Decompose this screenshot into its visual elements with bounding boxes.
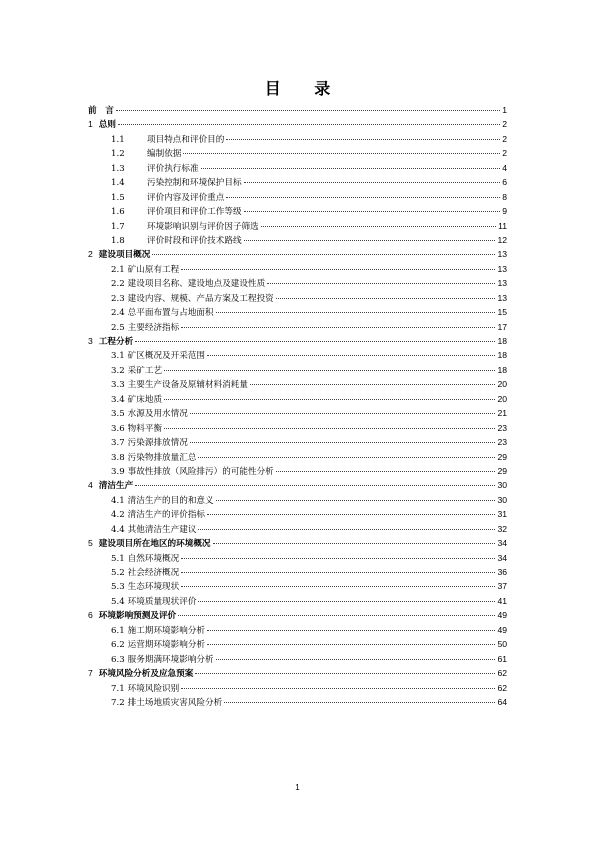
toc-entry-label: 运营期环境影响分析 — [127, 640, 206, 651]
toc-entry-page: 31 — [497, 509, 507, 520]
toc-entry-number: 5.2 — [111, 568, 125, 578]
toc-entry-number: 5 — [88, 538, 93, 549]
toc-entry-number: 7.1 — [111, 683, 125, 694]
toc-entry-label: 矿山原有工程 — [127, 264, 180, 275]
toc-entry-number: 1.7 — [111, 221, 125, 232]
toc-entry-number: 3.7 — [111, 438, 125, 449]
toc-entry-label: 建设项目概况 — [98, 250, 151, 261]
toc-entry-label: 环境影响识别与评价因子筛选 — [147, 221, 259, 232]
toc-entry-page: 11 — [498, 220, 507, 231]
toc-entry[interactable] — [88, 190, 507, 204]
toc-entry-label: 主要经济指标 — [127, 322, 180, 333]
toc-entry[interactable] — [88, 247, 507, 261]
toc-entry[interactable] — [88, 305, 507, 319]
toc-entry[interactable] — [88, 450, 507, 464]
toc-entry-label: 环境风险分析及应急预案 — [98, 669, 194, 680]
toc-entry[interactable] — [88, 695, 507, 709]
toc-entry[interactable] — [88, 204, 507, 218]
toc-entry-number: 1.5 — [111, 192, 125, 203]
toc-entry-page: 29 — [497, 451, 507, 462]
toc-entry[interactable] — [88, 493, 507, 507]
toc-entry-label: 评价项目和评价工作等级 — [147, 207, 242, 218]
toc-entry-number: 3.4 — [111, 394, 125, 405]
toc-entry-number: 3.2 — [111, 365, 125, 376]
toc-entry-label: 环境风险识别 — [127, 683, 180, 694]
dot-leader — [261, 226, 496, 227]
toc-entry-number: 6 — [88, 610, 93, 621]
toc-entry-label: 污染物排放量汇总 — [127, 452, 197, 463]
toc-entry-label: 编制依据 — [147, 149, 182, 160]
toc-entry[interactable] — [88, 522, 507, 536]
toc-entry-number: 1.1 — [111, 134, 125, 145]
toc-entry-label: 物料平衡 — [127, 423, 163, 434]
toc-entry[interactable] — [88, 161, 507, 175]
toc-entry-label: 社会经济概况 — [127, 568, 180, 578]
toc-entry-page: 18 — [497, 336, 507, 346]
toc-entry-number: 6.3 — [111, 654, 125, 665]
toc-entry-page: 32 — [497, 523, 507, 534]
toc-entry-label: 主要生产设备及原辅材料消耗量 — [127, 380, 248, 391]
dot-leader — [164, 428, 495, 429]
dot-leader — [198, 457, 495, 458]
toc-entry-number: 3.8 — [111, 452, 125, 463]
dot-leader — [250, 384, 495, 385]
toc-entry-number: 6.1 — [111, 625, 125, 636]
toc-entry-page: 13 — [497, 292, 507, 303]
toc-entry[interactable] — [88, 666, 507, 680]
toc-entry-number: 3.5 — [111, 409, 125, 420]
toc-entry-label: 服务期满环境影响分析 — [127, 654, 214, 665]
toc-entry-label: 建设项目名称、建设地点及建设性质 — [127, 279, 266, 290]
toc-entry-page: 8 — [502, 191, 507, 202]
toc-entry[interactable] — [88, 421, 507, 435]
dot-leader — [116, 110, 500, 111]
toc-entry[interactable] — [88, 320, 507, 334]
toc-entry-page: 13 — [497, 263, 507, 274]
toc-entry-page: 2 — [502, 148, 507, 159]
toc-entry-label: 评价执行标准 — [147, 163, 199, 174]
toc-entry[interactable] — [88, 334, 507, 348]
toc-entry-number: 1 — [88, 119, 93, 130]
toc-entry-number: 1.3 — [111, 163, 125, 174]
toc-entry-page: 62 — [497, 668, 507, 679]
toc-entry-number: 5.3 — [111, 582, 125, 593]
toc-entry-page: 20 — [497, 393, 507, 404]
toc-entry-number: 1.4 — [111, 178, 125, 189]
toc-entry-page: 9 — [502, 206, 507, 217]
dot-leader — [244, 182, 501, 183]
toc-entry-number: 2.2 — [111, 279, 125, 290]
dot-leader — [276, 298, 496, 299]
dot-leader — [207, 630, 495, 631]
toc-entry-number: 3.9 — [111, 466, 125, 477]
toc-entry-page: 20 — [497, 379, 507, 390]
page-number: 1 — [295, 783, 300, 792]
toc-entry-label: 工程分析 — [98, 337, 134, 347]
toc-entry-page: 23 — [497, 422, 507, 433]
dot-leader — [226, 139, 500, 140]
toc-entry-number: 4.4 — [111, 524, 125, 535]
dot-leader — [181, 688, 495, 689]
toc-entry-number: 2.4 — [111, 308, 125, 319]
toc-entry-label: 建设内容、规模、产品方案及工程投资 — [127, 293, 274, 304]
toc-entry-page: 13 — [497, 249, 507, 260]
dot-leader — [216, 312, 496, 313]
toc-entry-page: 49 — [497, 610, 507, 621]
toc-entry-page: 4 — [502, 162, 507, 173]
toc-entry-number: 2.3 — [111, 293, 125, 304]
toc-entry-label: 环境质量现状评价 — [127, 596, 197, 607]
toc-entry[interactable] — [88, 681, 507, 695]
dot-leader — [181, 586, 495, 587]
toc-entry[interactable] — [88, 536, 507, 550]
toc-entry-page: 61 — [497, 653, 507, 664]
page-title: 目 录 — [264, 79, 345, 98]
dot-leader — [135, 485, 495, 486]
dot-leader — [181, 327, 495, 328]
dot-leader — [207, 355, 495, 356]
dot-leader — [190, 413, 496, 414]
toc-entry-page: 12 — [497, 234, 507, 245]
toc-entry-page: 34 — [497, 552, 507, 563]
dot-leader — [226, 197, 500, 198]
dot-leader — [195, 673, 495, 674]
toc-entry[interactable] — [88, 608, 507, 622]
toc-entry[interactable] — [88, 507, 507, 521]
toc-entry-number: 4 — [88, 480, 93, 491]
toc-entry-label: 排土场地质灾害风险分析 — [127, 697, 223, 708]
toc-entry-label: 清洁生产的评价指标 — [127, 510, 206, 521]
toc-entry-page: 30 — [497, 480, 507, 491]
dot-leader — [164, 370, 495, 371]
toc-entry-page: 15 — [497, 307, 507, 318]
toc-entry-page: 1 — [502, 105, 507, 115]
toc-entry-number: 3.3 — [111, 380, 125, 391]
toc-entry-label: 污染源排放情况 — [127, 438, 188, 449]
toc-entry-page: 41 — [497, 595, 507, 606]
toc-entry-label: 建设项目所在地区的环境概况 — [98, 539, 211, 550]
dot-leader — [181, 572, 495, 573]
table-of-contents — [88, 103, 507, 709]
toc-entry-page: 29 — [497, 465, 507, 476]
toc-entry-number: 1.6 — [111, 207, 125, 218]
toc-entry-number: 2 — [88, 249, 93, 260]
toc-entry-number: 3.6 — [111, 423, 125, 434]
toc-entry-number: 1.2 — [111, 149, 125, 160]
dot-leader — [216, 500, 496, 501]
toc-entry-number: 1.8 — [111, 235, 125, 246]
dot-leader — [224, 702, 495, 703]
dot-leader — [207, 514, 495, 515]
toc-entry[interactable] — [88, 146, 507, 160]
dot-leader — [207, 644, 495, 645]
toc-entry[interactable] — [88, 637, 507, 651]
toc-entry[interactable] — [88, 652, 507, 666]
dot-leader — [152, 254, 495, 255]
toc-entry-number: 4.2 — [111, 510, 125, 521]
toc-entry[interactable] — [88, 291, 507, 305]
toc-entry-label: 采矿工艺 — [127, 365, 163, 376]
dot-leader — [201, 168, 501, 169]
toc-entry-page: 17 — [497, 321, 507, 332]
dot-leader — [190, 442, 496, 443]
toc-entry[interactable] — [88, 579, 507, 593]
toc-entry[interactable] — [88, 377, 507, 391]
toc-entry[interactable] — [88, 392, 507, 406]
toc-entry-label: 总平面布置与占地面积 — [127, 308, 214, 319]
toc-entry-page: 2 — [502, 119, 507, 130]
toc-entry[interactable] — [88, 464, 507, 478]
toc-entry[interactable] — [88, 435, 507, 449]
toc-entry[interactable] — [88, 103, 507, 117]
dot-leader — [135, 341, 495, 342]
toc-entry-label: 清洁生产的目的和意义 — [127, 495, 214, 506]
toc-entry-label: 清洁生产 — [98, 481, 134, 492]
toc-entry-label: 事故性排放（风险排污）的可能性分析 — [127, 466, 274, 477]
dot-leader — [164, 399, 495, 400]
toc-entry-page: 50 — [497, 639, 507, 650]
toc-entry-label: 生态环境现状 — [127, 582, 180, 593]
toc-entry-number: 2.5 — [111, 322, 125, 333]
toc-entry-label: 环境影响预测及评价 — [98, 611, 177, 622]
toc-entry[interactable] — [88, 348, 507, 362]
toc-entry-label: 矿床地质 — [127, 394, 163, 405]
toc-entry-label: 施工期环境影响分析 — [127, 625, 206, 636]
dot-leader — [181, 269, 495, 270]
toc-entry-number: 3 — [88, 336, 93, 346]
toc-entry[interactable] — [88, 219, 507, 233]
dot-leader — [244, 240, 496, 241]
dot-leader — [118, 124, 500, 125]
dot-leader — [216, 659, 496, 660]
toc-entry-number: 2.1 — [111, 264, 125, 275]
toc-entry-number: 5.4 — [111, 596, 125, 607]
toc-entry-page: 62 — [497, 682, 507, 693]
toc-entry-label: 其他清洁生产建议 — [127, 524, 197, 535]
toc-entry[interactable] — [88, 233, 507, 247]
toc-entry-page: 18 — [497, 350, 507, 361]
toc-entry-label: 水源及用水情况 — [127, 409, 188, 420]
toc-entry-number: 4.1 — [111, 495, 125, 506]
dot-leader — [178, 615, 495, 616]
toc-entry-number: 3.1 — [111, 351, 125, 362]
toc-entry-page: 49 — [497, 624, 507, 635]
toc-entry[interactable] — [88, 132, 507, 146]
toc-entry-label: 评价内容及评价重点 — [147, 192, 225, 203]
toc-entry-page: 30 — [497, 494, 507, 505]
dot-leader — [213, 543, 496, 544]
toc-entry-number: 5.1 — [111, 553, 125, 564]
toc-entry-page: 36 — [497, 567, 507, 577]
toc-entry-label: 项目特点和评价目的 — [147, 134, 225, 145]
toc-entry[interactable] — [88, 478, 507, 492]
toc-entry-label: 污染控制和环境保护目标 — [147, 178, 242, 189]
toc-entry-page: 18 — [497, 364, 507, 375]
dot-leader — [267, 283, 495, 284]
toc-entry[interactable] — [88, 623, 507, 637]
toc-entry-page: 23 — [497, 437, 507, 448]
toc-entry[interactable] — [88, 594, 507, 608]
dot-leader — [183, 153, 500, 154]
toc-entry[interactable] — [88, 175, 507, 189]
toc-entry[interactable] — [88, 276, 507, 290]
toc-entry[interactable] — [88, 565, 507, 579]
toc-entry-label: 前 言 — [88, 106, 114, 116]
toc-entry[interactable] — [88, 551, 507, 565]
toc-entry-label: 自然环境概况 — [127, 553, 180, 564]
toc-entry-page: 2 — [502, 133, 507, 144]
toc-entry[interactable] — [88, 117, 507, 131]
toc-entry[interactable] — [88, 406, 507, 420]
toc-entry-number: 6.2 — [111, 640, 125, 651]
toc-entry-label: 评价时段和评价技术路线 — [147, 235, 242, 246]
dot-leader — [244, 211, 501, 212]
toc-entry-page: 34 — [497, 538, 507, 549]
dot-leader — [198, 529, 495, 530]
dot-leader — [181, 558, 495, 559]
toc-entry-number: 7 — [88, 668, 93, 679]
toc-entry-page: 37 — [497, 581, 507, 592]
toc-entry-number: 7.2 — [111, 697, 125, 708]
toc-entry-page: 6 — [502, 177, 507, 188]
toc-entry[interactable] — [88, 363, 507, 377]
toc-entry-label: 矿区概况及开采范围 — [127, 351, 206, 362]
dot-leader — [198, 601, 495, 602]
toc-entry-page: 64 — [497, 696, 507, 707]
toc-entry-page: 21 — [497, 408, 507, 419]
toc-entry-label: 总则 — [98, 120, 116, 131]
toc-entry[interactable] — [88, 262, 507, 276]
dot-leader — [276, 471, 496, 472]
toc-entry-page: 13 — [497, 278, 507, 289]
